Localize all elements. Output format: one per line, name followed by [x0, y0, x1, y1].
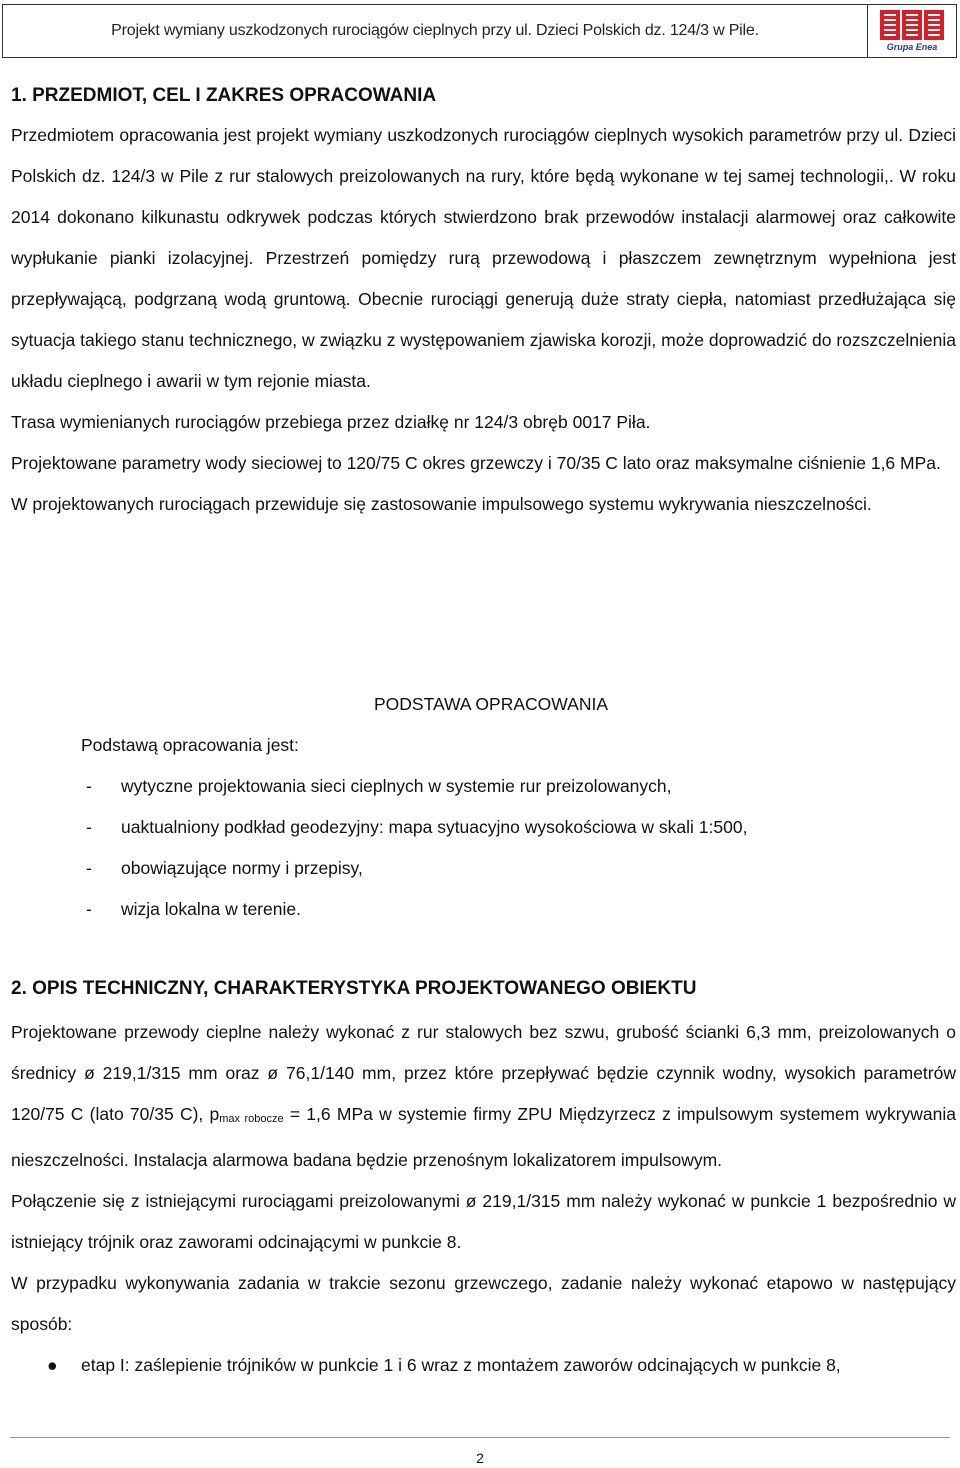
- basis-heading: PODSTAWA OPRACOWANIA: [373, 694, 608, 714]
- section2-para2: Połączenie się z istniejącymi rurociągami preizolowanymi ø 219,1/315 mm należy wykonać w punkcie 1 bezpośrednio w istniejący trójnik oraz zaworami odcinającymi w punkcie 8.: [11, 1191, 956, 1252]
- page-number: 2: [476, 1450, 484, 1466]
- list-bullet: -: [86, 858, 92, 878]
- bullet-list-item: [11, 1345, 956, 1386]
- list-bullet: -: [86, 899, 92, 919]
- list-item-text: wizja lokalna w terenie.: [121, 899, 301, 919]
- basis-intro: Podstawą opracowania jest:: [81, 735, 299, 755]
- basis-list: [86, 766, 946, 930]
- list-item-text: uaktualniony podkład geodezyjny: mapa sytuacyjno wysokościowa w skali 1:500,: [121, 817, 748, 837]
- section1-para4: W projektowanych rurociągach przewiduje się zastosowanie impulsowego systemu wykrywania nieszczelności.: [11, 494, 872, 514]
- header-title: Projekt wymiany uszkodzonych rurociągów cieplnych przy ul. Dzieci Polskich dz. 124/3 w Pile.: [3, 5, 868, 57]
- section1-heading: 1. PRZEDMIOT, CEL I ZAKRES OPRACOWANIA: [11, 85, 437, 106]
- list-item: [86, 848, 946, 889]
- section2-para1-text-cont: = 1,6 MPa w systemie firmy ZPU Międzyrzecz z impulsowym systemem wykrywania nieszczelności. Instalacja alarmowa badana będzie przenośnym lokalizatorem impulsowym.: [11, 1104, 956, 1170]
- section1-para3: Projektowane parametry wody sieciowej to 120/75 C okres grzewczy i 70/35 C lato oraz maksymalne ciśnienie 1,6 MPa.: [11, 453, 941, 473]
- list-bullet: -: [86, 817, 92, 837]
- list-item: [86, 889, 946, 930]
- section1-para1: Przedmiotem opracowania jest projekt wymiany uszkodzonych rurociągów cieplnych wysokich parametrów przy ul. Dzieci Polskich dz. 124/3 w Pile z rur stalowych preizolowanych na rury, które będą wykonane w tej samej technologii,. W roku 2014 dokonano kilkunastu odkrywek podczas których stwierdzono brak przewodów instalacji alarmowej oraz całkowite wypłukanie pianki izolacyjnej. Przestrzeń pomiędzy rurą przewodową i płaszczem zewnętrznym wypełniona jest przepływającą, podgrzaną wodą gruntową. Obecnie rurociągi generują duże straty ciepła, natomiast przedłużająca się sytuacja takiego stanu technicznego, w związku z występowaniem zjawiska korozji, może doprowadzić do rozszczelnienia układu cieplnego i awarii w tym rejonie miasta.: [11, 125, 956, 391]
- list-bullet: -: [86, 776, 92, 796]
- pressure-subscript: max robocze: [219, 1113, 284, 1125]
- list-item: [86, 807, 946, 848]
- section1-para2: Trasa wymienianych rurociągów przebiega przez działkę nr 124/3 obręb 0017 Piła.: [11, 412, 651, 432]
- page-header: [2, 4, 957, 58]
- section2-body: [11, 1012, 956, 1386]
- list-item-text: obowiązujące normy i przepisy,: [121, 858, 363, 878]
- list-item: [86, 766, 946, 807]
- section2-para1: [11, 1012, 956, 1181]
- section2-para1-text: Projektowane przewody cieplne należy wykonać z rur stalowych bez szwu, grubość ścianki 6,3 mm, preizolowanych o średnicy ø 219,1/315 mm oraz ø 76,1/140 mm, przez które przepływać będzie czynnik wodny, wysokich parametrów 120/75 C (lato 70/35 C), p: [11, 1022, 956, 1124]
- list-item-text: wytyczne projektowania sieci cieplnych w systemie rur preizolowanych,: [121, 776, 672, 796]
- company-logo: [868, 5, 956, 57]
- section2-para3: W przypadku wykonywania zadania w trakcie sezonu grzewczego, zadanie należy wykonać etapowo w następujący sposób:: [11, 1273, 956, 1334]
- logo-caption: Grupa Enea: [886, 42, 938, 52]
- footer-divider: [10, 1437, 950, 1438]
- mec-logo-icon: [880, 10, 944, 40]
- bullet-item-text: etap I: zaślepienie trójników w punkcie 1 i 6 wraz z montażem zaworów odcinających w punkcie 8,: [81, 1355, 841, 1375]
- section1-body: [11, 115, 956, 525]
- section2-heading: 2. OPIS TECHNICZNY, CHARAKTERYSTYKA PROJEKTOWANEGO OBIEKTU: [11, 978, 697, 999]
- bullet-dot-icon: ●: [47, 1355, 58, 1375]
